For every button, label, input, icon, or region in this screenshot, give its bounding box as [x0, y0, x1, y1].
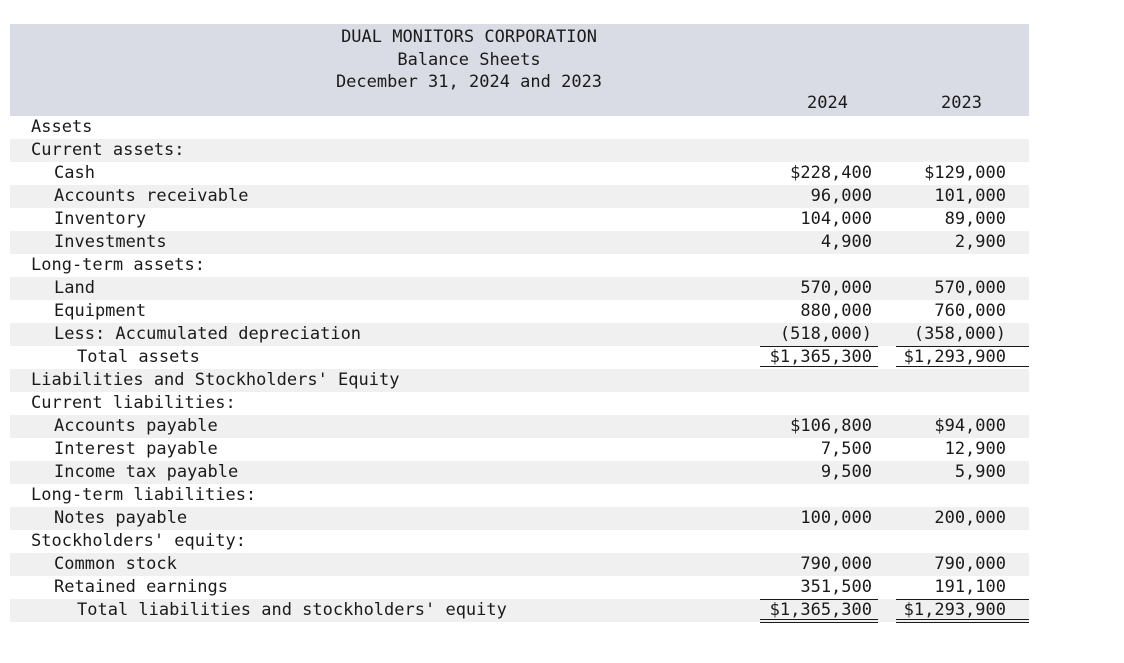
balance-sheet [10, 24, 1029, 622]
value-2023: 89,000 [944, 209, 1006, 229]
row-label: Less: Accumulated depreciation [54, 324, 362, 344]
total-double-rule [760, 619, 878, 623]
value-2023: 101,000 [934, 186, 1006, 206]
row-label: Long-term liabilities: [31, 485, 257, 505]
value-2023: 200,000 [934, 508, 1006, 528]
value-2024: 100,000 [800, 508, 872, 528]
section-row-assets [10, 116, 1029, 139]
table-row [10, 231, 1029, 254]
value-2024: 104,000 [800, 209, 872, 229]
subsection-row-long-term-liabilities [10, 484, 1029, 507]
value-2023: 790,000 [934, 554, 1006, 574]
table-row [10, 185, 1029, 208]
statement-header [10, 24, 1029, 116]
table-row [10, 162, 1029, 185]
row-label: Accounts payable [54, 416, 218, 436]
table-row [10, 461, 1029, 484]
table-row [10, 208, 1029, 231]
row-label: Income tax payable [54, 462, 239, 482]
total-double-rule [896, 619, 1029, 623]
value-2024: 351,500 [800, 577, 872, 597]
value-2024: 4,900 [820, 232, 872, 252]
table-row [10, 576, 1029, 599]
total-row-assets [10, 346, 1029, 369]
value-2023: 12,900 [944, 439, 1006, 459]
value-2024: $228,400 [790, 163, 872, 183]
row-label: Retained earnings [54, 577, 228, 597]
row-label: Common stock [54, 554, 177, 574]
row-label: Equipment [54, 301, 147, 321]
row-label: Liabilities and Stockholders' Equity [31, 370, 400, 390]
value-2023: 570,000 [934, 278, 1006, 298]
subsection-row-stockholders-equity [10, 530, 1029, 553]
table-row [10, 507, 1029, 530]
value-2023: 5,900 [954, 462, 1006, 482]
value-2024: 9,500 [820, 462, 872, 482]
value-2023: $1,293,900 [903, 600, 1006, 620]
table-row [10, 300, 1029, 323]
row-label: Land [54, 278, 95, 298]
row-label: Total liabilities and stockholders' equity [77, 600, 507, 620]
value-2024: (518,000) [779, 324, 872, 344]
value-2023: 760,000 [934, 301, 1006, 321]
value-2023: 191,100 [934, 577, 1006, 597]
column-header-2023: 2023 [941, 93, 982, 113]
row-label: Total assets [77, 347, 200, 367]
statement-period: December 31, 2024 and 2023 [335, 72, 603, 92]
table-row [10, 438, 1029, 461]
row-label: Interest payable [54, 439, 218, 459]
row-label: Inventory [54, 209, 147, 229]
row-label: Investments [54, 232, 167, 252]
row-label: Notes payable [54, 508, 188, 528]
value-2024: 96,000 [810, 186, 872, 206]
row-label: Current liabilities: [31, 393, 236, 413]
subsection-row-long-term-assets [10, 254, 1029, 277]
value-2024: 790,000 [800, 554, 872, 574]
row-label: Cash [54, 163, 95, 183]
subsection-row-current-assets [10, 139, 1029, 162]
subsection-row-current-liabilities [10, 392, 1029, 415]
value-2024: 570,000 [800, 278, 872, 298]
row-label: Accounts receivable [54, 186, 249, 206]
value-2024: $1,365,300 [769, 600, 872, 620]
value-2024: $1,365,300 [769, 347, 872, 367]
value-2023: (358,000) [913, 324, 1006, 344]
section-row-liabilities-equity [10, 369, 1029, 392]
table-row [10, 323, 1029, 346]
row-label: Long-term assets: [31, 255, 205, 275]
company-name: DUAL MONITORS CORPORATION [341, 27, 597, 47]
value-2024: $106,800 [790, 416, 872, 436]
value-2023: 2,900 [954, 232, 1006, 252]
value-2023: $1,293,900 [903, 347, 1006, 367]
total-row-liabilities-equity [10, 599, 1029, 622]
value-2023: $94,000 [934, 416, 1006, 436]
row-label: Current assets: [31, 140, 185, 160]
table-row [10, 553, 1029, 576]
column-header-2024: 2024 [807, 93, 848, 113]
table-row [10, 415, 1029, 438]
statement-name: Balance Sheets [397, 49, 541, 70]
value-2024: 880,000 [800, 301, 872, 321]
title-block [280, 26, 658, 94]
row-label: Stockholders' equity: [31, 531, 246, 551]
value-2023: $129,000 [924, 163, 1006, 183]
row-label: Assets [31, 117, 93, 137]
value-2024: 7,500 [820, 439, 872, 459]
table-row [10, 277, 1029, 300]
